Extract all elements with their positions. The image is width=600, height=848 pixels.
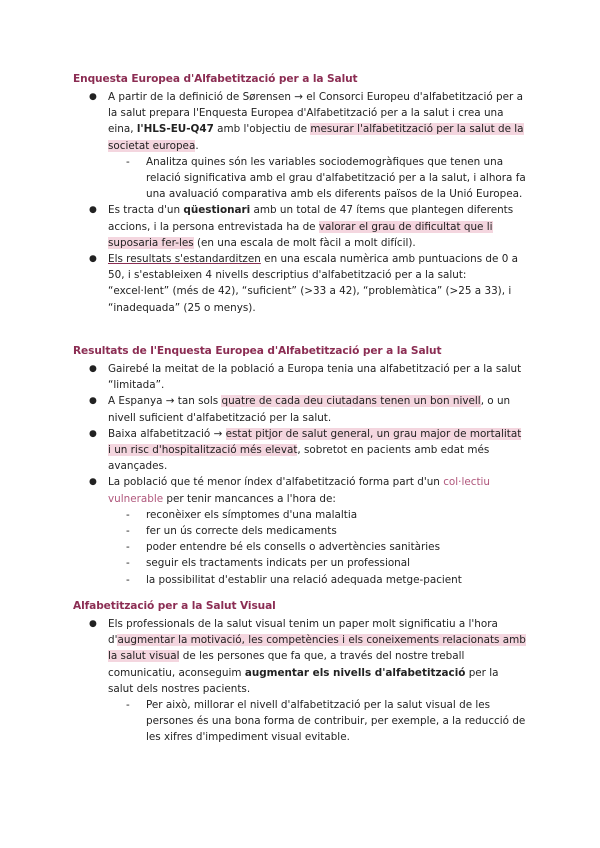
list-item: ● Baixa alfabetització → estat pitjor de salut general, un grau major de mortalitat i un risc d'hospitalització més elevat, sobretot en pacients amb edat més avançades.: [89, 427, 522, 473]
sub-list-item: - reconèixer els símptomes d'una malaltia: [108, 507, 527, 523]
highlight: mesurar l'alfabetització per la salut de la societat europea: [108, 123, 524, 152]
dash-icon: -: [126, 508, 130, 521]
sub-list-item: - Analitza quines són les variables sociodemogràfiques que tenen una relació significativa amb el grau d'alfabetització per a la salut, i alhora fa una avaluació comparativa amb els diferents països de la Unió Europea.: [126, 155, 526, 201]
bullet-icon: ●: [89, 254, 97, 265]
dash-icon: -: [126, 525, 130, 538]
list-item: ● A partir de la definició de Sørensen → el Consorci Europeu d'alfabetització per a la salut prepara l'Enquesta Europea d'Alfabetització per a la salut i crea una eina, l'HLS-EU-Q47 amb l'objectiu de mesurar l'alfabetització per la salut de la societat europea. - Analitza quines són les variables sociodemogràfiques que tenen una relació significativa amb el grau d'alfabetització per a la salut, i alhora fa una avaluació comparativa amb els diferents països de la Unió Europea.: [87, 89, 527, 202]
section-3-list: [87, 616, 527, 746]
colored-term: col·lectiu vulnerable: [108, 476, 491, 505]
sub-list-item: - Per això, millorar el nivell d'alfabetització per la salut visual de les persones és una bona forma de contribuir, per exemple, a la reducció de les xifres d'impediment visual evitable.: [126, 699, 526, 744]
section-title-salut-visual: Alfabetització per a la Salut Visual: [73, 600, 276, 612]
bullet-icon: ●: [89, 477, 97, 488]
sub-list-item: - poder entendre bé els consells o advertències sanitàries: [108, 539, 527, 555]
list-item: ● Els professionals de la salut visual tenim un paper molt significatiu a l'hora d'augmentar la motivació, les competències i els coneixements relacionats amb la salut visual de les persones que fa que, a través del nostre treball comunicatiu, aconseguim augmentar els nivells d'alfabetització per la salut dels nostres pacients. - Per això, millorar el nivell d'alfabetització per la salut visual de les persones és una bona forma de contribuir, per exemple, a la reducció de les xifres d'impediment visual evitable.: [87, 616, 527, 746]
underline: Els resultats s'estandarditzen: [108, 253, 261, 266]
bullet-icon: ●: [89, 619, 97, 629]
bullet-icon: ●: [89, 396, 97, 407]
dash-icon: -: [126, 557, 130, 570]
highlight: quatre de cada deu ciutadans tenen un bon nivell: [221, 395, 481, 408]
list-item: ● Els resultats s'estandarditzen en una escala numèrica amb puntuacions de 0 a 50, i s'estableixen 4 nivells descriptius d'alfabetització per a la salut: “excel·lent” (més de 42), “suficient” (>33 a 42), “problemàtica” (>25 a 33), i “inadequada” (25 o menys).: [89, 253, 518, 314]
bullet-icon: ●: [89, 428, 97, 439]
list-item: ● Es tracta d'un qüestionari amb un total de 47 ítems que plantegen diferents accions, i la persona entrevistada ha de valorar el grau de dificultat que li suposaria fer-les (en una escala de molt fàcil a molt difícil).: [89, 204, 514, 249]
dash-icon: -: [126, 699, 130, 712]
section-title-enquesta: Enquesta Europea d'Alfabetització per a la Salut: [73, 73, 358, 85]
section-title-resultats: Resultats de l'Enquesta Europea d'Alfabetització per a la Salut: [73, 345, 442, 357]
highlight: augmentar la motivació, les competències i els coneixements relacionats amb la salut visual: [108, 634, 526, 663]
sub-list-item: - seguir els tractaments indicats per un professional: [108, 555, 527, 571]
bullet-icon: ●: [89, 364, 97, 374]
dash-icon: -: [126, 155, 130, 168]
highlight: estat pitjor de salut general, un grau major de mortalitat i un risc d'hospitalització més elevat: [108, 427, 522, 457]
sub-list-item: - fer un ús correcte dels medicaments: [108, 523, 527, 539]
bullet-icon: ●: [89, 205, 97, 216]
dash-icon: -: [126, 573, 130, 586]
sub-list-item: - la possibilitat d'establir una relació adequada metge-pacient: [108, 572, 527, 588]
bullet-icon: ●: [89, 92, 97, 102]
list-item: ● Gairebé la meitat de la població a Europa tenia una alfabetització per a la salut “limitada”.: [89, 363, 522, 392]
section-2-list: [87, 361, 527, 588]
dash-icon: -: [126, 541, 130, 554]
section-1-list: [87, 89, 527, 316]
highlight: valorar el grau de dificultat que li suposaria fer-les: [108, 220, 493, 249]
list-item: ● La població que té menor índex d'alfabetització forma part d'un col·lectiu vulnerable per tenir mancances a l'hora de: - reconèixer els símptomes d'una malaltia - fer un ús correcte dels medicaments - poder entendre bé els consells o advertències sanitàries - seguir els tractaments indicats per un professional - la possibilitat d'establir una relació adequada metge-pacient: [87, 474, 527, 587]
list-item: ● A Espanya → tan sols quatre de cada deu ciutadans tenen un bon nivell, o un nivell suficient d'alfabetització per la salut.: [89, 395, 511, 424]
